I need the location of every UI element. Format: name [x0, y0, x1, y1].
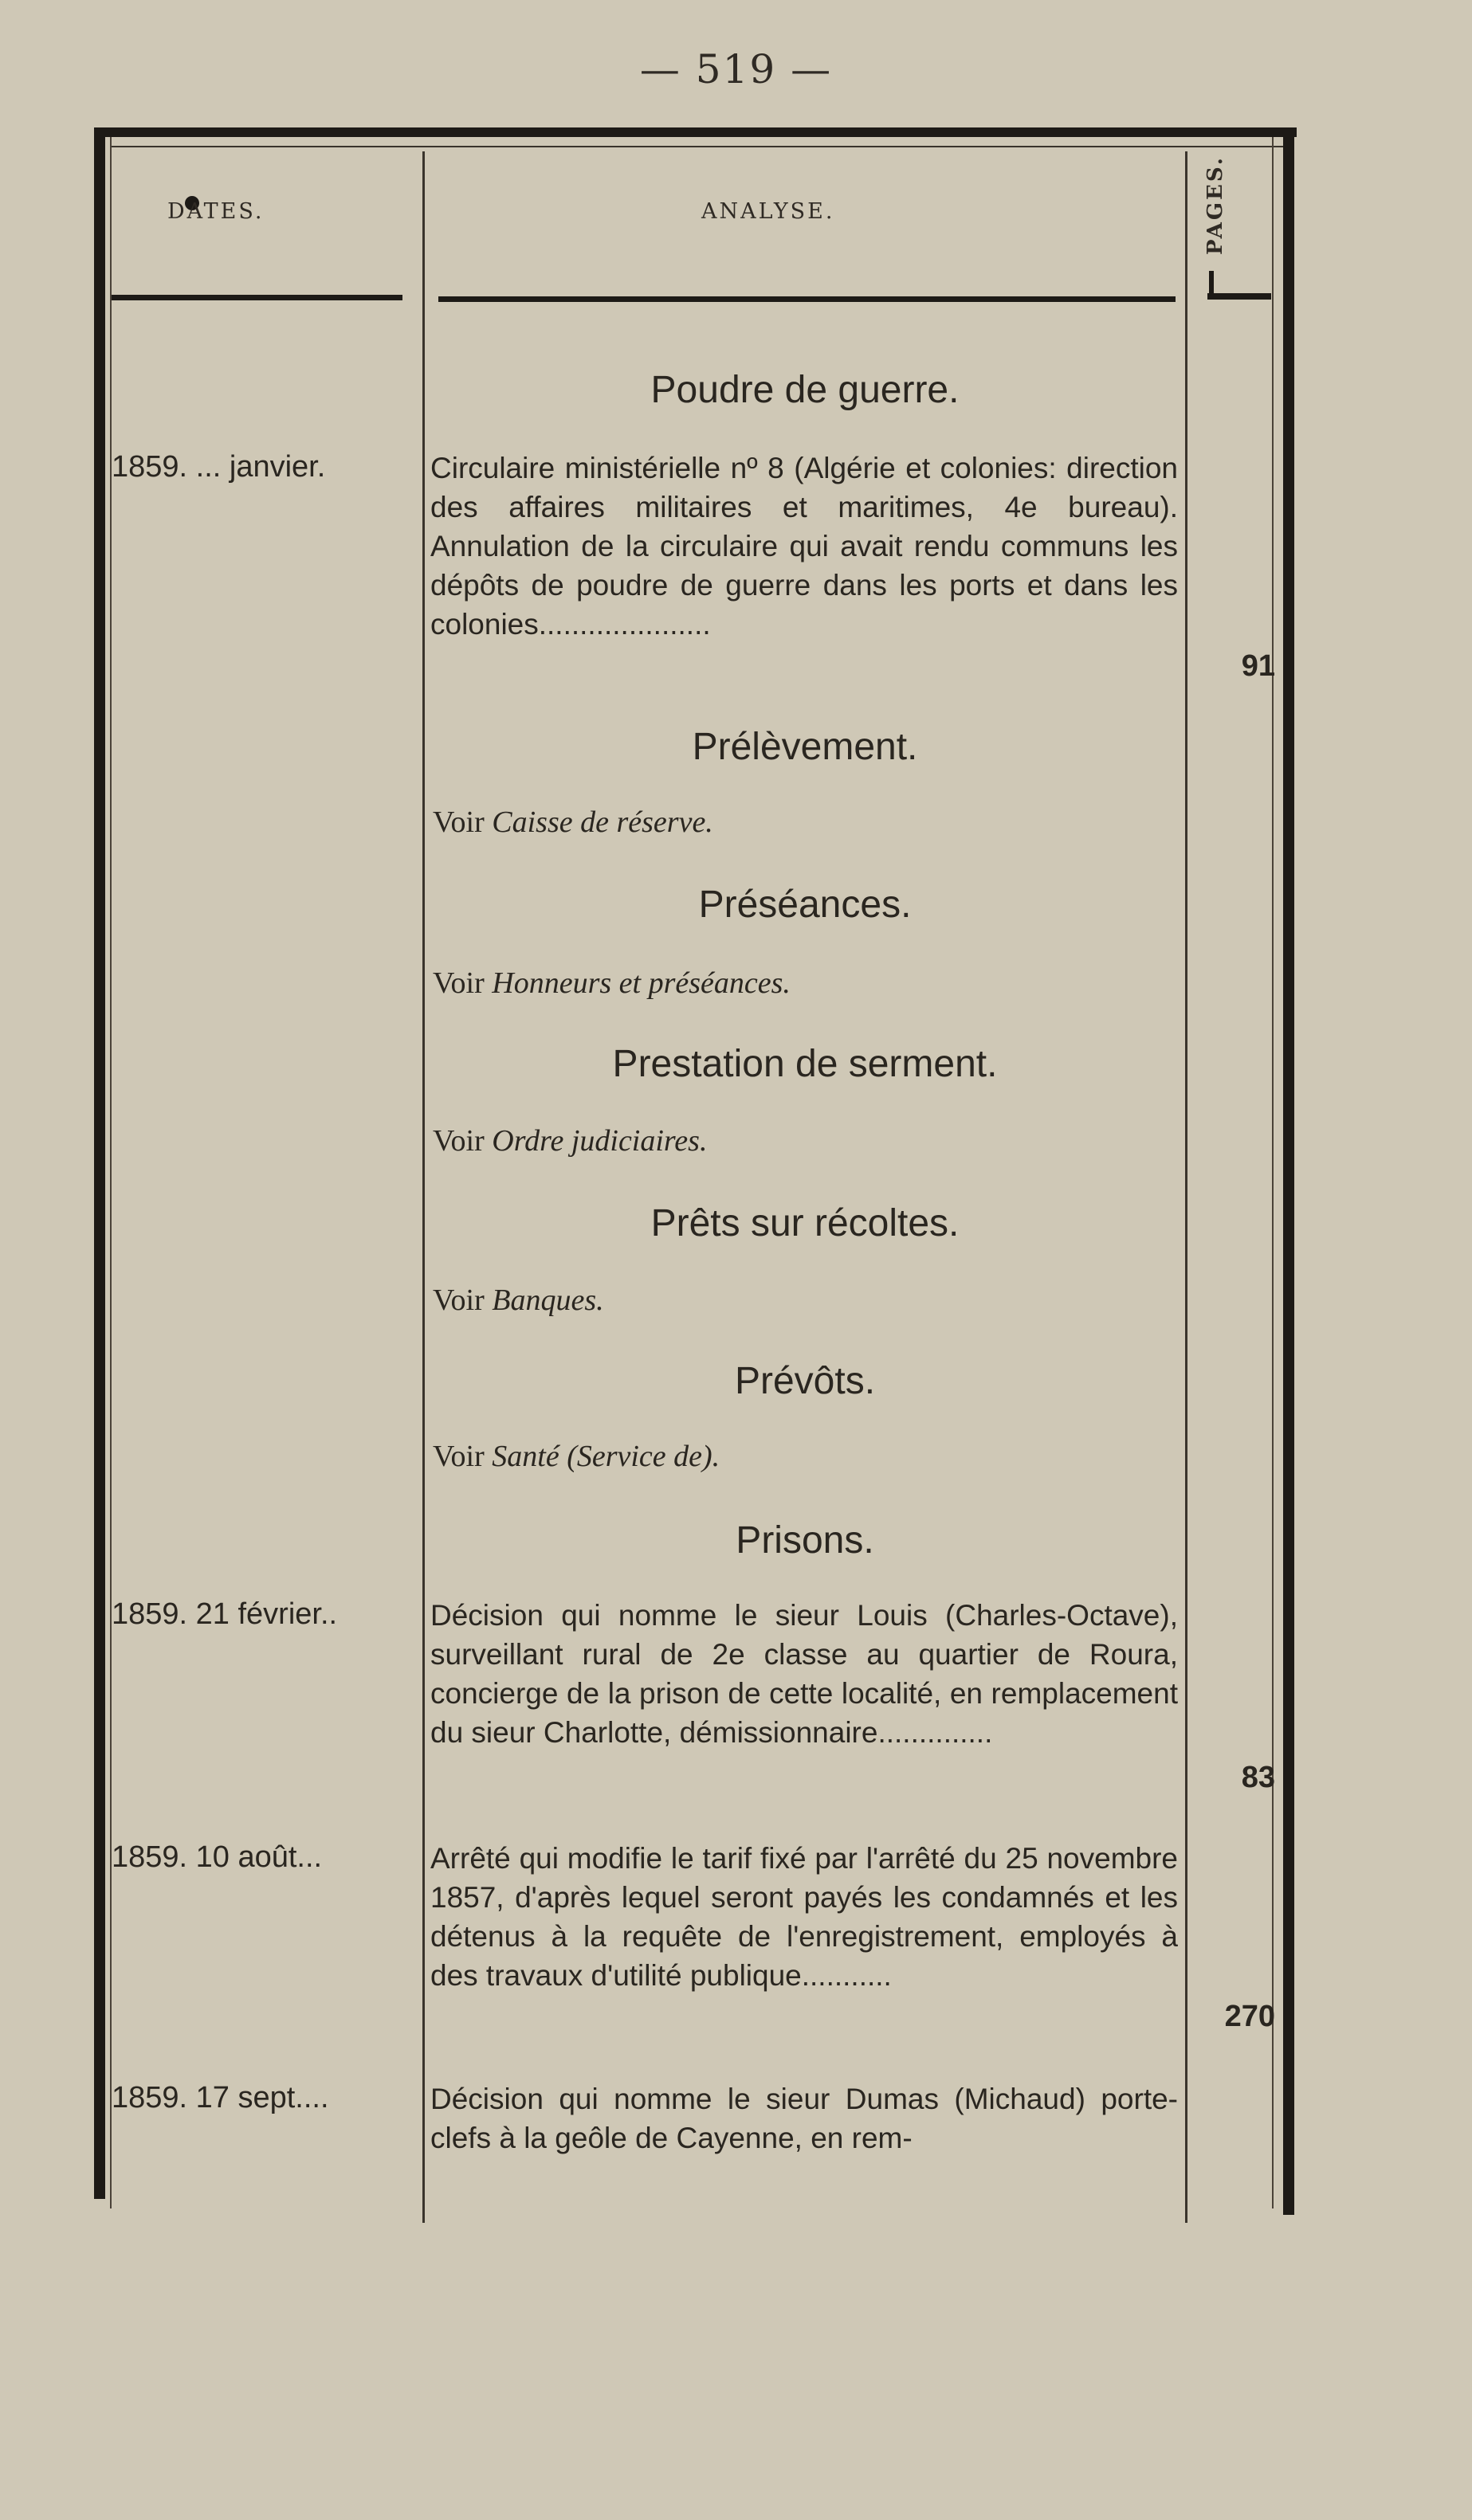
section-title: Prestation de serment.: [612, 1043, 998, 1085]
table-frame-left: [94, 127, 105, 2199]
cross-reference: [433, 805, 1174, 840]
table-frame-top: [97, 127, 1297, 137]
header-rule-pages-post: [1209, 271, 1214, 300]
section-title: Préséances.: [698, 884, 912, 926]
column-divider-pages: [1185, 151, 1187, 2223]
page-number: — 519 —: [639, 46, 833, 92]
header-analyse: ANALYSE.: [701, 199, 835, 224]
section-title: Prisons.: [736, 1519, 874, 1562]
voir-reference: Caisse de réserve.: [492, 805, 713, 839]
entry-date: 1859. 21 février..: [112, 1597, 338, 1631]
header-dates: DATES.: [167, 199, 265, 224]
header-rule-pages: [1207, 293, 1271, 300]
cross-reference: [433, 1283, 1174, 1318]
cross-reference: [433, 1439, 1174, 1474]
entry-text: Arrêté qui modifie le tarif fixé par l'arrêté du 25 novembre 1857, d'après lequel seront payés les condamnés et les détenus à la requête de l'enregistrement, employés à des travaux d'utilité publique...........: [430, 1842, 1178, 1992]
entry-page: 83: [1241, 1761, 1275, 1794]
voir-reference: Banques.: [492, 1284, 604, 1317]
entry-date: 1859. 10 août...: [112, 1840, 323, 1874]
entry-page: 270: [1224, 2000, 1275, 2033]
header-pages: PAGES.: [1203, 155, 1227, 255]
section-title: Poudre de guerre.: [650, 369, 960, 411]
voir-prefix: Voir: [433, 1440, 485, 1473]
section-title: Prévôts.: [734, 1360, 876, 1402]
table-frame-right-inner: [1272, 137, 1274, 2208]
header-rule-analyse: [438, 296, 1176, 302]
voir-reference: Ordre judiciaires.: [492, 1124, 708, 1158]
voir-prefix: Voir: [433, 1124, 485, 1158]
voir-reference: Santé (Service de).: [492, 1440, 720, 1473]
entry-date: 1859. 17 sept....: [112, 2081, 329, 2114]
entry-date: 1859. ... janvier.: [112, 450, 326, 484]
entry-text: Circulaire ministérielle nº 8 (Algérie et colonies: direction des affaires militaires et maritimes, 4e bureau). Annulation de la circulaire qui avait rendu communs les dépôts de poudre de guerre dans les ports et dans les colonies.....................: [430, 452, 1178, 641]
cross-reference: [433, 966, 1174, 1001]
entry-text: Décision qui nomme le sieur Dumas (Michaud) porte-clefs à la geôle de Cayenne, en rem-: [430, 2083, 1178, 2154]
entry-page: 91: [1241, 649, 1275, 683]
voir-prefix: Voir: [433, 966, 485, 1000]
table-frame-left-inner: [110, 137, 112, 2208]
table-frame-top-inner: [110, 146, 1289, 147]
voir-reference: Honneurs et préséances.: [492, 966, 791, 1000]
voir-prefix: Voir: [433, 805, 485, 839]
section-title: Prêts sur récoltes.: [650, 1202, 960, 1244]
voir-prefix: Voir: [433, 1284, 485, 1317]
cross-reference: [433, 1123, 1174, 1158]
column-divider-dates: [422, 151, 425, 2223]
section-title: Prélèvement.: [692, 726, 918, 768]
table-frame-right: [1283, 127, 1294, 2215]
header-rule-dates: [112, 295, 402, 300]
entry-text: Décision qui nomme le sieur Louis (Charles-Octave), surveillant rural de 2e classe au quartier de Roura, concierge de la prison de cette localité, en remplacement du sieur Charlotte, démissionnaire..............: [430, 1599, 1178, 1749]
